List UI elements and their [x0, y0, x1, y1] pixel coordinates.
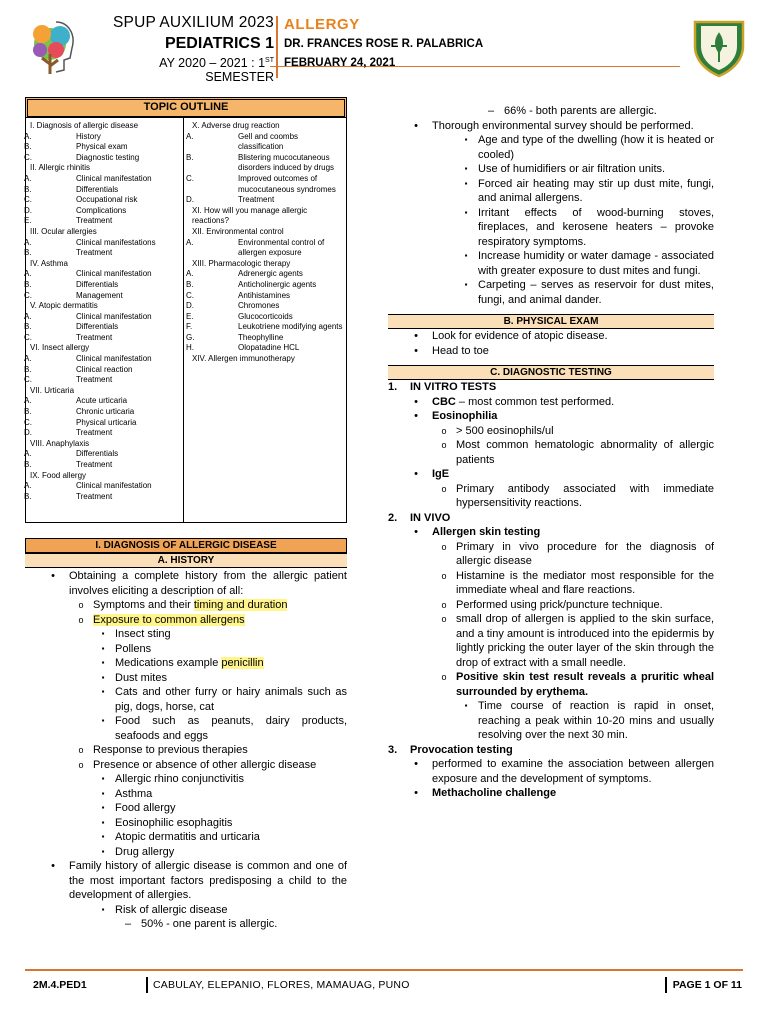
bullet-icon: ▪ [464, 135, 468, 144]
outline-item: A. Clinical manifestation [24, 481, 152, 491]
bullet-icon: • [414, 410, 418, 422]
topic-header [284, 16, 483, 69]
list-item: ▪ Time course of reaction is rapid in onset, reaching a peak within 10-20 mins and usually resolving over the next 30 min. [388, 699, 714, 743]
bullet-icon: ▪ [101, 788, 105, 798]
outline-item: D. Treatment [24, 428, 113, 438]
auxilium-logo [20, 14, 84, 78]
list-item: ▪ Allergic rhino conjunctivitis [25, 772, 347, 787]
bullet-icon: o [441, 672, 447, 682]
outline-item: XIV. Allergen immunotherapy [192, 354, 295, 364]
physical-exam-list [388, 329, 714, 358]
list-item: ▪ Eosinophilic esophagitis [25, 816, 347, 831]
bullet-icon: o [78, 614, 84, 625]
bullet-icon: ▪ [464, 207, 468, 217]
list-item: o Primary antibody associated with immediate hypersensitivity reactions. [388, 482, 714, 511]
list-item: • Look for evidence of atopic disease. [388, 329, 714, 344]
environment-list [388, 104, 714, 307]
outline-item: B. Chronic urticaria [24, 407, 135, 417]
list-item: ▪ Food allergy [25, 801, 347, 816]
outline-column-1 [26, 118, 184, 522]
left-column [25, 97, 347, 932]
history-list [25, 569, 347, 932]
list-item: o Exposure to common allergens [25, 613, 347, 628]
outline-item: VII. Urticaria [30, 385, 75, 395]
list-item: ▪ Forced air heating may stir up dust mite, fungi, and animal allergens. [388, 177, 714, 206]
topic-outline [25, 97, 347, 523]
bullet-icon: o [78, 600, 84, 610]
outline-item: II. Allergic rhinitis [30, 163, 91, 173]
outline-item: B. Physical exam [24, 142, 128, 152]
bullet-icon: • [51, 860, 55, 872]
section-heading-diagnosis: I. DIAGNOSIS OF ALLERGIC DISEASE [25, 538, 347, 553]
list-item: o Symptoms and their timing and duration [25, 598, 347, 613]
outline-item: E. Glucocorticoids [186, 311, 293, 321]
outline-column-2 [184, 118, 346, 522]
course-title: PEDIATRICS 1 [164, 35, 274, 52]
list-item: • Obtaining a complete history from the allergic patient involves eliciting a description of all: [25, 569, 347, 598]
bullet-icon: o [441, 570, 447, 581]
outline-item: A. Clinical manifestation [24, 311, 152, 321]
list-item: • Thorough environmental survey should be performed. [388, 119, 714, 134]
list-item: ▪ Insect sting [25, 627, 347, 642]
outline-item: X. Adverse drug reaction [192, 121, 280, 130]
right-column [388, 104, 714, 801]
outline-item: A. Clinical manifestation [24, 269, 152, 279]
bullet-icon: ▪ [101, 832, 105, 841]
outline-item: XI. How will you manage allergic reactions? [192, 205, 308, 226]
bullet-icon: ▪ [101, 803, 105, 812]
authors: CABULAY, ELEPANIO, FLORES, MAMAUAG, PUNO [153, 977, 667, 993]
outline-item: B. Treatment [24, 491, 113, 501]
list-item: • Family history of allergic disease is common and one of the most important factors predisposing a child to the development of allergies. [25, 859, 347, 903]
outline-item: V. Atopic dermatitis [30, 301, 98, 311]
outline-item: B. Differentials [24, 184, 119, 194]
bullet-icon: ▪ [464, 251, 468, 260]
outline-item: A. Adrenergic agents [186, 269, 303, 279]
outline-item: B. Anticholinergic agents [186, 279, 317, 289]
course-header [96, 14, 274, 84]
list-item: – 50% - one parent is allergic. [25, 917, 347, 932]
item-number: 3. [388, 743, 398, 756]
outline-item: XII. Environmental control [192, 226, 284, 236]
bullet-icon: ▪ [464, 280, 468, 289]
list-item: o small drop of allergen is applied to the skin surface, and a tiny amount is introduced into the epidermis by lightly pricking the outer layer of the skin through the drop of extract with a small needle. [388, 612, 714, 670]
bullet-icon: • [51, 570, 55, 582]
bullet-icon: o [441, 541, 447, 552]
list-item: o Most common hematologic abnormality of allergic patients [388, 438, 714, 467]
outline-item: A. Gell and coombs classification [186, 131, 299, 152]
list-item: o > 500 eosinophils/ul [388, 424, 714, 439]
list-item: ▪ Atopic dermatitis and urticaria [25, 830, 347, 845]
semester-line: AY 2020 – 2021 : 1ST SEMESTER [159, 56, 274, 84]
list-item: ▪ Carpeting – serves as reservoir for dust mites, fungi, and animal dander. [388, 278, 714, 307]
outline-item: B. Treatment [24, 460, 113, 469]
list-item: o Response to previous therapies [25, 743, 347, 758]
numbered-item: 3. Provocation testing [388, 743, 513, 756]
outline-item: III. Ocular allergies [30, 226, 97, 236]
diagnostic-testing-list [388, 380, 714, 801]
course-code: 2M.4.PED1 [25, 977, 148, 993]
list-item: o Positive skin test result reveals a pruritic wheal surrounded by erythema. [388, 670, 714, 699]
list-item: o Presence or absence of other allergic disease [25, 758, 347, 773]
bullet-icon: • [414, 344, 418, 357]
bullet-icon: o [441, 440, 447, 450]
list-item: ▪ Age and type of the dwelling (how it is heated or cooled) [388, 133, 714, 162]
subsection-heading-history: A. HISTORY [25, 553, 347, 568]
bullet-icon: – [124, 918, 132, 930]
outline-item: A. Clinical manifestation [24, 354, 152, 364]
item-number: 2. [388, 511, 398, 524]
subsection-heading-physical-exam: B. PHYSICAL EXAM [388, 314, 714, 329]
bullet-icon: ▪ [101, 904, 105, 914]
outline-item: C. Treatment [24, 332, 113, 342]
bullet-icon: • [414, 330, 418, 342]
bullet-icon: • [414, 526, 418, 538]
outline-item: VIII. Anaphylaxis [30, 438, 90, 448]
list-item: • Methacholine challenge [388, 786, 714, 801]
outline-item: A. Differentials [24, 449, 119, 459]
outline-item: C. Diagnostic testing [24, 152, 140, 162]
bullet-icon: o [78, 759, 84, 770]
outline-item: C. Occupational risk [24, 195, 138, 205]
item-number: 1. [388, 381, 398, 393]
header-divider [276, 16, 278, 78]
lecture-date: FEBRUARY 24, 2021 [284, 57, 396, 69]
outline-item: B. Differentials [24, 279, 119, 289]
outline-item: XIII. Pharmacologic therapy [192, 258, 291, 268]
numbered-item: 1. IN VITRO TESTS [388, 381, 497, 393]
numbered-item: 2. IN VIVO [388, 511, 451, 524]
list-item: o Histamine is the mediator most responsible for the immediate wheal and flare reactions. [388, 569, 714, 598]
bullet-icon: • [414, 787, 418, 799]
outline-item: IV. Asthma [30, 258, 68, 268]
list-item: • Allergen skin testing [388, 525, 714, 540]
outline-item: B. Clinical reaction [24, 364, 133, 374]
bullet-icon: ▪ [464, 178, 468, 188]
outline-item: D. Chromones [186, 301, 280, 311]
list-item: ▪ Medications example penicillin [25, 656, 347, 671]
list-item: o Performed using prick/puncture technique. [388, 598, 714, 613]
bullet-icon: ▪ [101, 643, 105, 653]
outline-item: IX. Food allergy [30, 470, 87, 480]
bullet-icon: • [414, 468, 418, 480]
outline-item: A. History [24, 131, 101, 141]
outline-item: VI. Insect allergy [30, 343, 90, 353]
subject-title: ALLERGY [284, 16, 360, 33]
bullet-icon: ▪ [101, 672, 105, 682]
list-item: ▪ Food such as peanuts, dairy products, seafoods and eggs [25, 714, 347, 743]
outline-item: A. Clinical manifestation [24, 173, 152, 183]
list-item: ▪ Increase humidity or water damage - associated with greater exposure to dust mites and fungi. [388, 249, 714, 278]
outline-item: A. Environmental control of allergen exposure [186, 237, 325, 258]
bullet-icon: ▪ [101, 846, 105, 856]
outline-item: C. Physical urticaria [24, 417, 137, 427]
outline-item: D. Complications [24, 205, 127, 215]
footer-rule [25, 969, 743, 971]
bullet-icon: ▪ [101, 817, 105, 827]
topic-outline-title: TOPIC OUTLINE [26, 98, 346, 118]
bullet-icon: ▪ [101, 716, 105, 725]
bullet-icon: ▪ [101, 687, 105, 696]
outline-item: E. Treatment [24, 216, 113, 226]
outline-item: B. Treatment [24, 248, 113, 258]
bullet-icon: ▪ [464, 701, 468, 710]
outline-item: D. Treatment [186, 195, 275, 205]
outline-item: F. Leukotriene modifying agents [186, 322, 343, 332]
outline-item: G. Theophylline [186, 332, 284, 342]
outline-item: C. Treatment [24, 375, 113, 385]
list-item: • IgE [388, 467, 714, 482]
outline-item: C. Antihistamines [186, 290, 291, 300]
bullet-icon: • [414, 758, 418, 770]
auxilium-title: SPUP AUXILIUM 2023 [113, 14, 274, 31]
outline-item: C. Improved outcomes of mucocutaneous syndromes [186, 173, 336, 194]
bullet-icon: • [414, 119, 418, 132]
list-item: ▪ Irritant effects of wood-burning stoves, fireplaces, and kerosene heaters – provoke respiratory symptoms. [388, 206, 714, 250]
list-item: ▪ Asthma [25, 787, 347, 802]
list-item: • Eosinophilia [388, 409, 714, 424]
bullet-icon: • [414, 395, 418, 408]
bullet-icon: o [78, 745, 84, 755]
bullet-icon: o [441, 483, 447, 494]
outline-item: C. Management [24, 290, 123, 300]
list-item: ▪ Cats and other furry or hairy animals such as pig, dogs, horse, cat [25, 685, 347, 714]
outline-item: B. Blistering mucocutaneous disorders induced by drugs [186, 152, 335, 173]
outline-item: B. Differentials [24, 322, 119, 332]
list-item: ▪ Risk of allergic disease [25, 903, 347, 918]
outline-item: H. Olopatadine HCL [186, 343, 300, 353]
list-item: ▪ Dust mites [25, 671, 347, 686]
list-item: • CBC – most common test performed. [388, 395, 714, 410]
school-seal-icon [689, 16, 749, 78]
outline-item: A. Acute urticaria [24, 396, 128, 406]
list-item: • performed to examine the association between allergen exposure and the development of symptoms. [388, 757, 714, 786]
bullet-icon: ▪ [101, 658, 105, 667]
list-item: • Head to toe [388, 344, 714, 359]
list-item: ▪ Use of humidifiers or air filtration units. [388, 162, 714, 177]
bullet-icon: – [487, 105, 495, 117]
bullet-icon: ▪ [464, 164, 468, 173]
subsection-heading-diagnostic-testing: C. DIAGNOSTIC TESTING [388, 365, 714, 380]
bullet-icon: o [441, 614, 447, 624]
outline-item: I. Diagnosis of allergic disease [30, 121, 139, 130]
list-item: o Primary in vivo procedure for the diagnosis of allergic disease [388, 540, 714, 569]
list-item: – 66% - both parents are allergic. [388, 104, 714, 119]
outline-item: A. Clinical manifestations [24, 237, 156, 247]
bullet-icon: ▪ [101, 774, 105, 783]
bullet-icon: ▪ [101, 629, 105, 638]
list-item: ▪ Pollens [25, 642, 347, 657]
bullet-icon: o [441, 425, 447, 436]
list-item: ▪ Drug allergy [25, 845, 347, 860]
bullet-icon: o [441, 599, 447, 610]
page-number: PAGE 1 OF 11 [672, 979, 742, 991]
lecturer-name: DR. FRANCES ROSE R. PALABRICA [284, 38, 484, 50]
